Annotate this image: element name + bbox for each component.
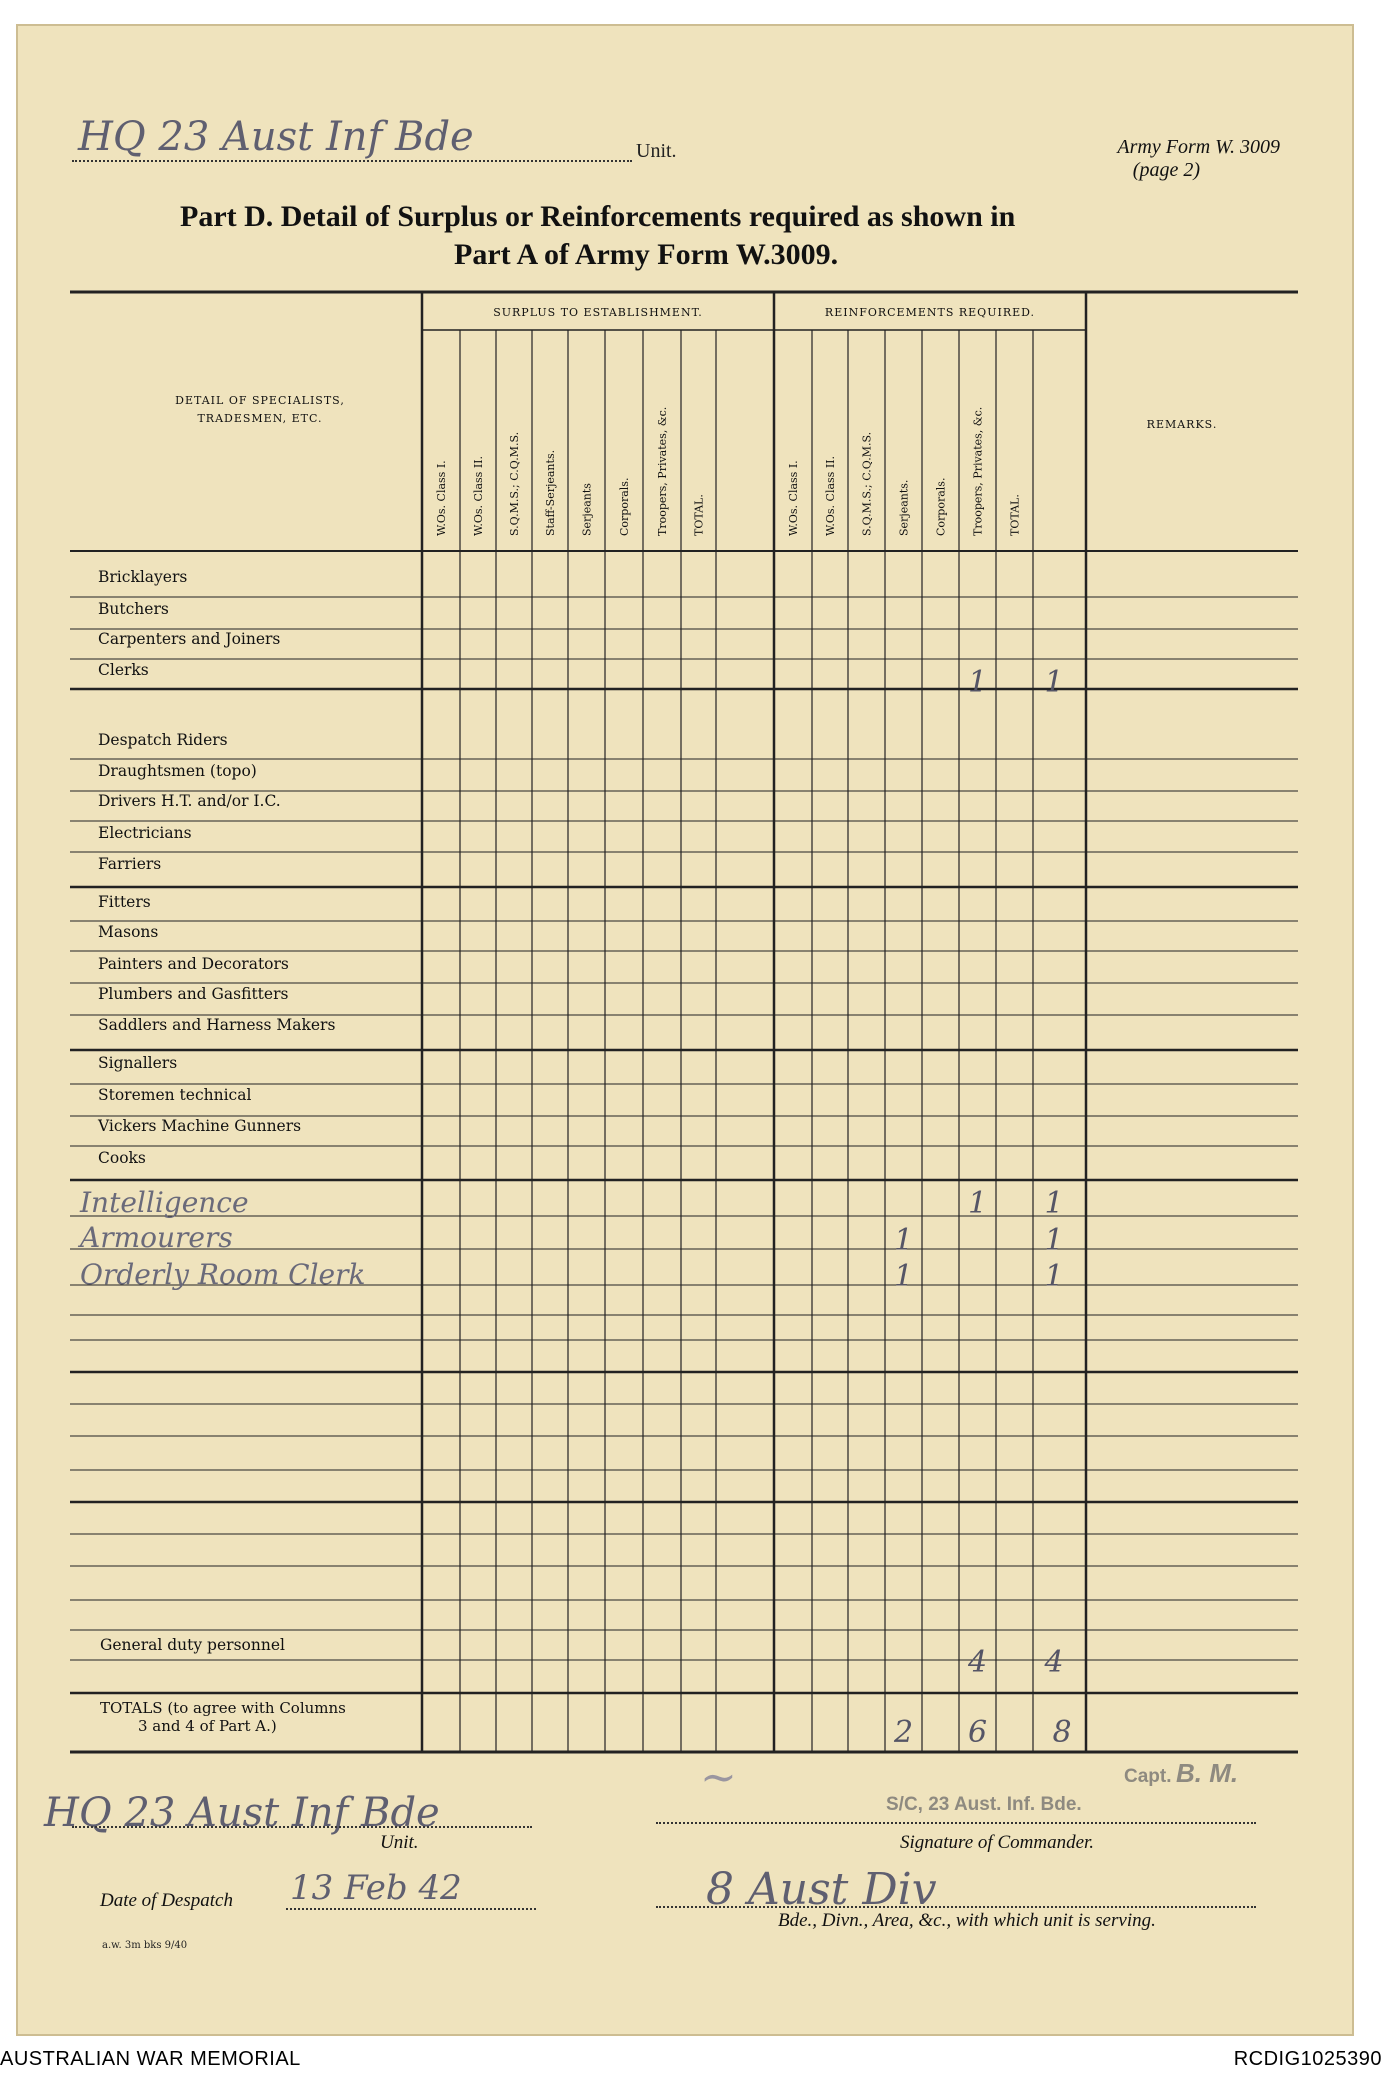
form-reference-line1: Army Form W. 3009 [1117, 136, 1280, 158]
row-label: Cooks [98, 1149, 146, 1167]
row-label: Electricians [98, 824, 192, 842]
detail-header-line1: DETAIL OF SPECIALISTS, [175, 394, 345, 407]
totals-label-line1: TOTALS (to agree with Columns [100, 1699, 346, 1717]
handwritten-row-label: Armourers [80, 1221, 233, 1254]
row-label: Carpenters and Joiners [98, 630, 281, 648]
detail-header-line2: TRADESMEN, ETC. [197, 412, 323, 425]
footer-unit-line [72, 1826, 532, 1828]
handwritten-row-label: Intelligence [80, 1186, 249, 1219]
reinforcement-column-header: S.Q.M.S.; C.Q.M.S. [860, 431, 874, 536]
stamp-unit: S/C, 23 Aust. Inf. Bde. [886, 1794, 1082, 1815]
surplus-column-header: W.Os. Class I. [435, 460, 448, 536]
surplus-column-header: Serjeants [580, 483, 594, 536]
reinforcement-column-header: Corporals. [934, 477, 948, 536]
remarks-header: REMARKS. [1146, 418, 1218, 431]
row-label: Masons [98, 923, 159, 941]
armourers-serjeants-entry: 1 [893, 1223, 914, 1258]
serving-handwritten: 8 Aust Div [706, 1864, 937, 1915]
row-label: Saddlers and Harness Makers [98, 1016, 336, 1034]
surplus-header: SURPLUS TO ESTABLISHMENT. [493, 306, 703, 319]
unit-handwritten: HQ 23 Aust Inf Bde [78, 114, 474, 160]
surplus-column-header: Corporals. [618, 477, 631, 536]
commander-signature: ~ [700, 1752, 737, 1803]
row-label: Draughtsmen (topo) [98, 762, 257, 780]
print-code: a.w. 3m bks 9/40 [102, 1940, 188, 1951]
title-line1: Part D. Detail of Surplus or Reinforcements required as shown in [180, 200, 1016, 233]
row-label: Fitters [98, 893, 151, 911]
title-line2: Part A of Army Form W.3009. [454, 238, 839, 271]
archive-name: AUSTRALIAN WAR MEMORIAL [0, 2048, 301, 2070]
footer-unit-label: Unit. [380, 1832, 419, 1853]
totals-troopers-entry: 6 [967, 1715, 988, 1750]
date-handwritten: 13 Feb 42 [290, 1868, 462, 1908]
surplus-column-header: Troopers, Privates, &c. [656, 406, 669, 536]
archive-reference: RCDIG1025390 [1233, 2048, 1382, 2070]
serving-label: Bde., Divn., Area, &c., with which unit is serving. [778, 1910, 1156, 1931]
orderly-serjeants-entry: 1 [893, 1259, 914, 1294]
footer-unit-handwritten: HQ 23 Aust Inf Bde [44, 1790, 440, 1836]
armourers-total-entry: 1 [1044, 1223, 1064, 1258]
reinforcement-column-header: W.Os. Class II. [824, 455, 837, 536]
intelligence-troopers-entry: 1 [967, 1186, 988, 1221]
stamp-capt: Capt. [1124, 1766, 1172, 1787]
serving-line [656, 1906, 1256, 1908]
reinforcement-column-header: Troopers, Privates, &c. [971, 406, 985, 536]
date-label: Date of Despatch [100, 1890, 233, 1911]
totals-label-line2: 3 and 4 of Part A.) [138, 1717, 277, 1735]
row-label: Clerks [98, 661, 149, 679]
surplus-column-header: TOTAL. [692, 494, 706, 536]
surplus-column-header: S.Q.M.S.; C.Q.M.S. [508, 431, 521, 536]
date-line [286, 1908, 536, 1910]
row-label: Drivers H.T. and/or I.C. [98, 792, 281, 810]
surplus-column-header: W.Os. Class II. [472, 455, 485, 536]
row-label: Farriers [98, 855, 162, 873]
orderly-total-entry: 1 [1044, 1259, 1064, 1294]
unit-label: Unit. [636, 140, 677, 162]
clerks-troopers-entry: 1 [967, 665, 988, 700]
row-label: Butchers [98, 600, 169, 618]
row-label: Signallers [98, 1054, 178, 1072]
surplus-column-header: Staff-Serjeants. [544, 449, 557, 536]
row-label: Plumbers and Gasfitters [98, 985, 289, 1003]
row-label: Despatch Riders [98, 731, 228, 749]
general-total-entry: 4 [1044, 1645, 1064, 1680]
general-troopers-entry: 4 [967, 1645, 988, 1680]
row-label: Bricklayers [98, 568, 188, 586]
row-label: Vickers Machine Gunners [98, 1117, 302, 1135]
reinforcement-column-header: W.Os. Class I. [787, 460, 800, 536]
form-reference-line2: (page 2) [1132, 159, 1200, 181]
totals-total-entry: 8 [1052, 1715, 1072, 1750]
intelligence-total-entry: 1 [1044, 1186, 1064, 1221]
totals-serjeants-entry: 2 [893, 1715, 914, 1750]
general-duty-label: General duty personnel [100, 1636, 285, 1654]
reinforcement-column-header: TOTAL. [1008, 494, 1022, 536]
clerks-total-entry: 1 [1044, 665, 1064, 700]
reinforcements-header: REINFORCEMENTS REQUIRED. [824, 306, 1036, 319]
reinforcement-column-header: Serjeants. [897, 479, 911, 536]
handwritten-row-label: Orderly Room Clerk [80, 1258, 366, 1291]
row-label: Painters and Decorators [98, 955, 289, 973]
signature-label: Signature of Commander. [900, 1832, 1095, 1853]
row-label: Storemen technical [98, 1086, 252, 1104]
signature-line [656, 1822, 1256, 1824]
stamp-bm: B. M. [1176, 1758, 1239, 1788]
